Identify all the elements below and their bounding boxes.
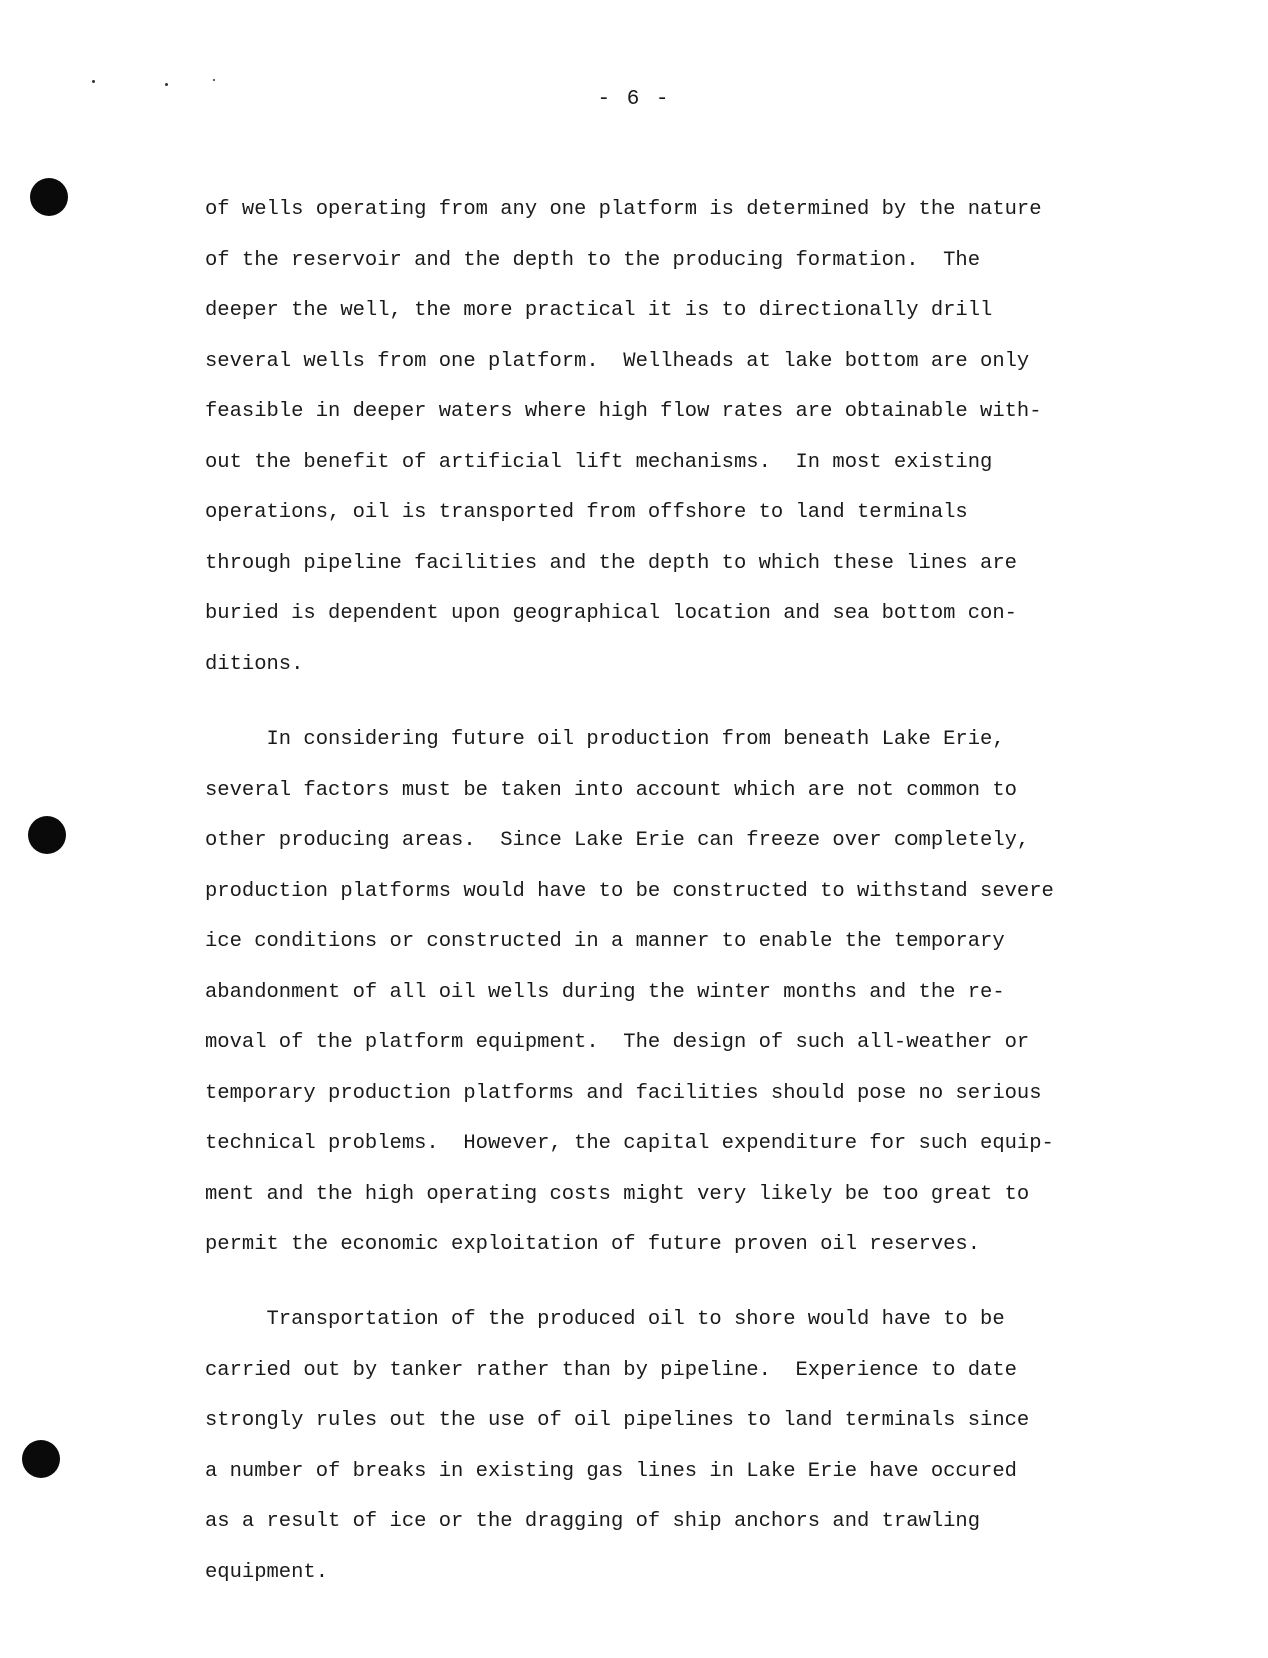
text-line: technical problems. However, the capital expenditure for such equip-	[205, 1132, 1054, 1155]
text-line: several wells from one platform. Wellheads at lake bottom are only	[205, 349, 1030, 373]
text-line: permit the economic exploitation of future proven oil reserves.	[205, 1233, 981, 1256]
text-line: other producing areas. Since Lake Erie can freeze over completely,	[205, 829, 1030, 852]
text-line: buried is dependent upon geographical location and sea bottom con-	[205, 602, 1017, 625]
paragraph	[205, 1295, 1105, 1598]
text-line: of the reservoir and the depth to the producing formation. The	[205, 248, 981, 272]
text-line: abandonment of all oil wells during the winter months and the re-	[205, 980, 1005, 1004]
text-line: deeper the well, the more practical it is to directionally drill	[205, 299, 993, 322]
text-line: several factors must be taken into account which are not common to	[205, 778, 1017, 802]
binder-hole	[28, 816, 66, 854]
text-line: a number of breaks in existing gas lines in Lake Erie have occured	[205, 1459, 1017, 1483]
paragraph	[205, 715, 1105, 1271]
text-line: ment and the high operating costs might very likely be too great to	[205, 1182, 1030, 1206]
scan-speck	[165, 83, 168, 86]
text-line: equipment.	[205, 1560, 329, 1584]
text-line: production platforms would have to be constructed to withstand severe	[205, 879, 1054, 903]
text-line: Transportation of the produced oil to shore would have to be	[205, 1308, 1005, 1331]
text-line: operations, oil is transported from offshore to land terminals	[205, 501, 968, 524]
text-line: as a result of ice or the dragging of ship anchors and trawling	[205, 1510, 981, 1533]
paragraph	[205, 185, 1105, 690]
text-line: of wells operating from any one platform is determined by the nature	[205, 198, 1042, 221]
text-line: carried out by tanker rather than by pipeline. Experience to date	[205, 1358, 1017, 1382]
text-line: out the benefit of artificial lift mechanisms. In most existing	[205, 450, 993, 474]
text-line: moval of the platform equipment. The design of such all-weather or	[205, 1031, 1030, 1054]
text-line: temporary production platforms and facilities should pose no serious	[205, 1081, 1042, 1105]
scan-speck	[92, 80, 95, 83]
text-line: ice conditions or constructed in a manner to enable the temporary	[205, 930, 1005, 953]
text-line: through pipeline facilities and the depth to which these lines are	[205, 551, 1017, 575]
text-line: ditions.	[205, 652, 304, 676]
text-line: In considering future oil production from beneath Lake Erie,	[205, 728, 1005, 751]
scan-speck	[213, 79, 215, 81]
binder-hole	[30, 178, 68, 216]
text-line: strongly rules out the use of oil pipelines to land terminals since	[205, 1409, 1030, 1432]
text-line: feasible in deeper waters where high flow rates are obtainable with-	[205, 400, 1042, 423]
page-number: - 6 -	[597, 88, 671, 111]
binder-hole	[22, 1440, 60, 1478]
